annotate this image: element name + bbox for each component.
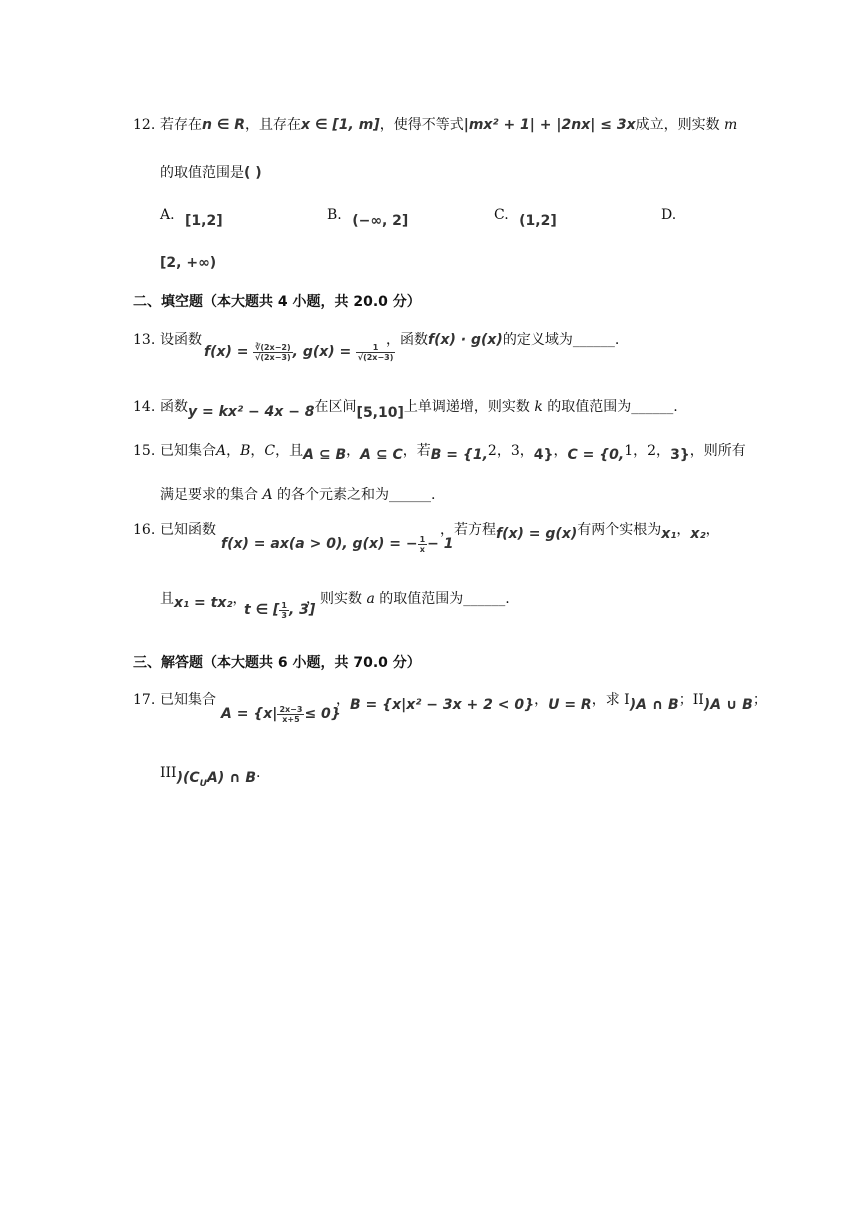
q17-end: .: [256, 765, 261, 781]
q16-math-f-g: f(x) = ax(a > 0), g(x) = −: [221, 536, 418, 552]
q16-t-start: t ∈ [: [244, 602, 280, 618]
question-16-number: 16.: [133, 522, 156, 538]
q17-sep5: ；: [752, 692, 767, 708]
question-13-tail: [386, 331, 619, 349]
q15-sep3: ，: [346, 443, 361, 459]
q16-g-denominator: x: [419, 544, 425, 554]
q13-f-lhs: f(x) =: [204, 344, 249, 360]
q12-text-d: 成立，则实数: [635, 117, 720, 133]
q13-text-c: 的定义域为______.: [502, 332, 620, 348]
q17-set-a-start: A = {x|: [221, 706, 278, 722]
q15-text-d: ，则所有: [689, 443, 746, 459]
q17-part-iii-expr-a: )(C: [176, 770, 200, 786]
q12-option-c-value: (1,2]: [519, 213, 557, 229]
q13-f-denominator: √(2x−3): [254, 352, 291, 362]
q17-part-iii-subscript: U: [199, 778, 207, 789]
q16-text-line2-b: ，则实数: [306, 591, 362, 607]
q12-var-m: m: [724, 117, 738, 133]
q13-text-a: 设函数: [160, 332, 202, 348]
q16-t-range: [244, 598, 315, 622]
q17-sep4: ；: [678, 692, 693, 708]
q17-part-iii-expr-b: A) ∩ B: [206, 770, 257, 786]
q17-part-i-expr: )A ∩ B: [629, 697, 679, 713]
q15-text-b: ，且: [275, 443, 304, 459]
question-14-number: 14.: [133, 399, 156, 415]
q12-math-n-in-r: n ∈ R: [202, 117, 246, 133]
q15-sep1: ，: [226, 443, 241, 459]
q16-text-line2-a: 且: [160, 591, 174, 607]
q12-text-c: ，使得不等式: [379, 117, 464, 133]
q17-universal-set: U = R: [548, 697, 592, 713]
q15-text-a: 已知集合: [160, 443, 216, 459]
q17-part-i: I: [624, 692, 630, 708]
q13-text-b: ，函数: [386, 332, 428, 348]
q16-sep3: ，: [232, 591, 247, 607]
question-12-number: 12.: [133, 117, 156, 133]
q16-t-denominator: 3: [281, 610, 287, 620]
question-15-line-1: [160, 442, 746, 463]
question-17-line-1b: [336, 691, 767, 713]
question-17-number: 17.: [133, 692, 156, 708]
q15-var-c: C: [264, 443, 276, 459]
q17-part-iii: III: [160, 765, 177, 781]
q12-option-d-label: D.: [661, 207, 677, 223]
q15-math-sub2: A ⊆ C: [360, 447, 403, 463]
section-3-heading: 三、解答题（本大题共 6 小题，共 70.0 分）: [133, 655, 421, 671]
question-16-line-1b: [440, 521, 720, 542]
q12-text-b: ，且存在: [245, 117, 302, 133]
q16-text-b: ，若方程: [440, 522, 496, 538]
question-12-line-2: [160, 164, 262, 182]
q13-math-fg: f(x) · g(x): [428, 332, 503, 348]
q12-option-b-label: B.: [327, 207, 342, 223]
q17-text-b: 求: [605, 692, 620, 708]
q15-set-c-start: C = {0,: [567, 447, 625, 463]
q15-text-line2-b: 的各个元素之和为______.: [277, 487, 436, 503]
q15-sep4: ，: [553, 443, 568, 459]
q15-set-c-end: 3}: [670, 447, 690, 463]
q12-option-d-value: [2, +∞): [160, 255, 217, 271]
q16-text-a: 已知函数: [160, 522, 216, 538]
q17-set-a: [221, 702, 341, 726]
q15-line2-var-a: A: [262, 487, 273, 503]
q17-text-a: 已知集合: [160, 692, 216, 708]
question-14-line: [160, 398, 678, 421]
q13-formula: [204, 341, 395, 363]
q12-option-c-label: C.: [494, 207, 509, 223]
q17-sep1: ，: [336, 692, 350, 708]
q12-option-d-value-line: [160, 254, 216, 272]
q14-math-func: y = kx² − 4x − 8: [188, 404, 315, 420]
q13-g-denominator: √(2x−3): [357, 352, 394, 362]
q12-text-a: 若存在: [160, 117, 202, 133]
q13-f-numerator: ∛(2x−2): [254, 342, 291, 352]
q15-set-c-mid: 1，2，: [624, 443, 671, 459]
q15-text-line2-a: 满足要求的集合: [160, 487, 258, 503]
q15-var-a: A: [216, 443, 227, 459]
q17-part-ii: II: [692, 692, 704, 708]
q16-t-numerator: 1: [281, 600, 287, 610]
q12-option-a-value: [1,2]: [185, 213, 223, 229]
q12-math-x-interval: x ∈ [1, m]: [301, 117, 380, 133]
question-15-line-2: [160, 486, 435, 504]
q15-math-sub1: A ⊆ B: [303, 447, 347, 463]
q17-sep3: ，: [591, 692, 606, 708]
q16-var-a: a: [366, 591, 375, 607]
q12-option-b: [327, 206, 409, 229]
question-12-line-1: [160, 116, 737, 134]
q16-sep: ，: [676, 522, 691, 538]
q15-var-b: B: [240, 443, 251, 459]
q14-math-interval: [5,10]: [356, 405, 404, 421]
q16-t-fraction: [279, 601, 289, 620]
q17-set-a-denominator: x+5: [282, 714, 300, 724]
q15-set-b-end: 4}: [533, 447, 554, 463]
question-16-line-2a: [160, 590, 247, 611]
q16-t-end: , 3]: [288, 602, 316, 618]
q12-option-d: [661, 206, 676, 224]
q12-text-line2: 的取值范围是: [160, 165, 244, 181]
q16-math-eq: f(x) = g(x): [496, 526, 578, 542]
q16-math-x2: x₂: [690, 526, 706, 542]
question-16-line-2b: [306, 590, 510, 608]
q17-part-ii-expr: )A ∪ B: [703, 697, 753, 713]
q14-text-d: 的取值范围为______.: [547, 399, 678, 415]
q16-g-numerator: 1: [419, 534, 426, 544]
q16-formula: [221, 532, 454, 556]
q17-set-a-numerator: 2x−3: [279, 704, 303, 714]
q12-option-a-label: A.: [160, 207, 175, 223]
question-16-line-1a: [160, 521, 216, 539]
q16-g-fraction: [418, 535, 428, 554]
question-13-line: [160, 331, 202, 349]
q17-set-b: B = {x|x² − 3x + 2 < 0}: [350, 697, 535, 713]
q12-option-a: [160, 206, 223, 229]
q15-set-b-start: B = {1,: [430, 447, 488, 463]
q16-math-rel: x₁ = tx₂: [174, 595, 233, 611]
q12-option-b-value: (−∞, 2]: [352, 213, 409, 229]
q16-text-c: 有两个实根为: [577, 522, 662, 538]
q13-f-fraction: [253, 343, 293, 362]
q16-sep2: ，: [705, 522, 720, 538]
q17-sep2: ，: [534, 692, 549, 708]
question-17-line-1a: [160, 691, 216, 709]
q16-g-tail: − 1: [427, 536, 454, 552]
q12-answer-paren: ( ): [244, 165, 262, 181]
q14-text-b: 在区间: [314, 399, 357, 415]
q14-text-c: 上单调递增，则实数: [403, 399, 530, 415]
q13-g-numerator: 1: [356, 343, 396, 353]
section-2-heading: 二、填空题（本大题共 4 小题，共 20.0 分）: [133, 294, 421, 310]
q12-option-c: [494, 206, 557, 229]
q17-set-a-end: ≤ 0}: [304, 706, 341, 722]
q16-text-line2-c: 的取值范围为______.: [379, 591, 510, 607]
q15-text-c: ，若: [402, 443, 431, 459]
q14-text-a: 函数: [160, 399, 188, 415]
q17-set-a-fraction: [277, 705, 304, 724]
q16-math-x1: x₁: [661, 526, 677, 542]
question-13-number: 13.: [133, 332, 156, 348]
q12-math-inequality: |mx² + 1| + |2nx| ≤ 3x: [463, 117, 636, 133]
question-17-line-2: [160, 764, 260, 788]
q15-set-b-mid: 2，3，: [487, 443, 534, 459]
question-15-number: 15.: [133, 443, 156, 459]
q15-sep2: ，: [250, 443, 265, 459]
q14-var-k: k: [534, 399, 543, 415]
q13-g-lhs: , g(x) =: [292, 344, 352, 360]
